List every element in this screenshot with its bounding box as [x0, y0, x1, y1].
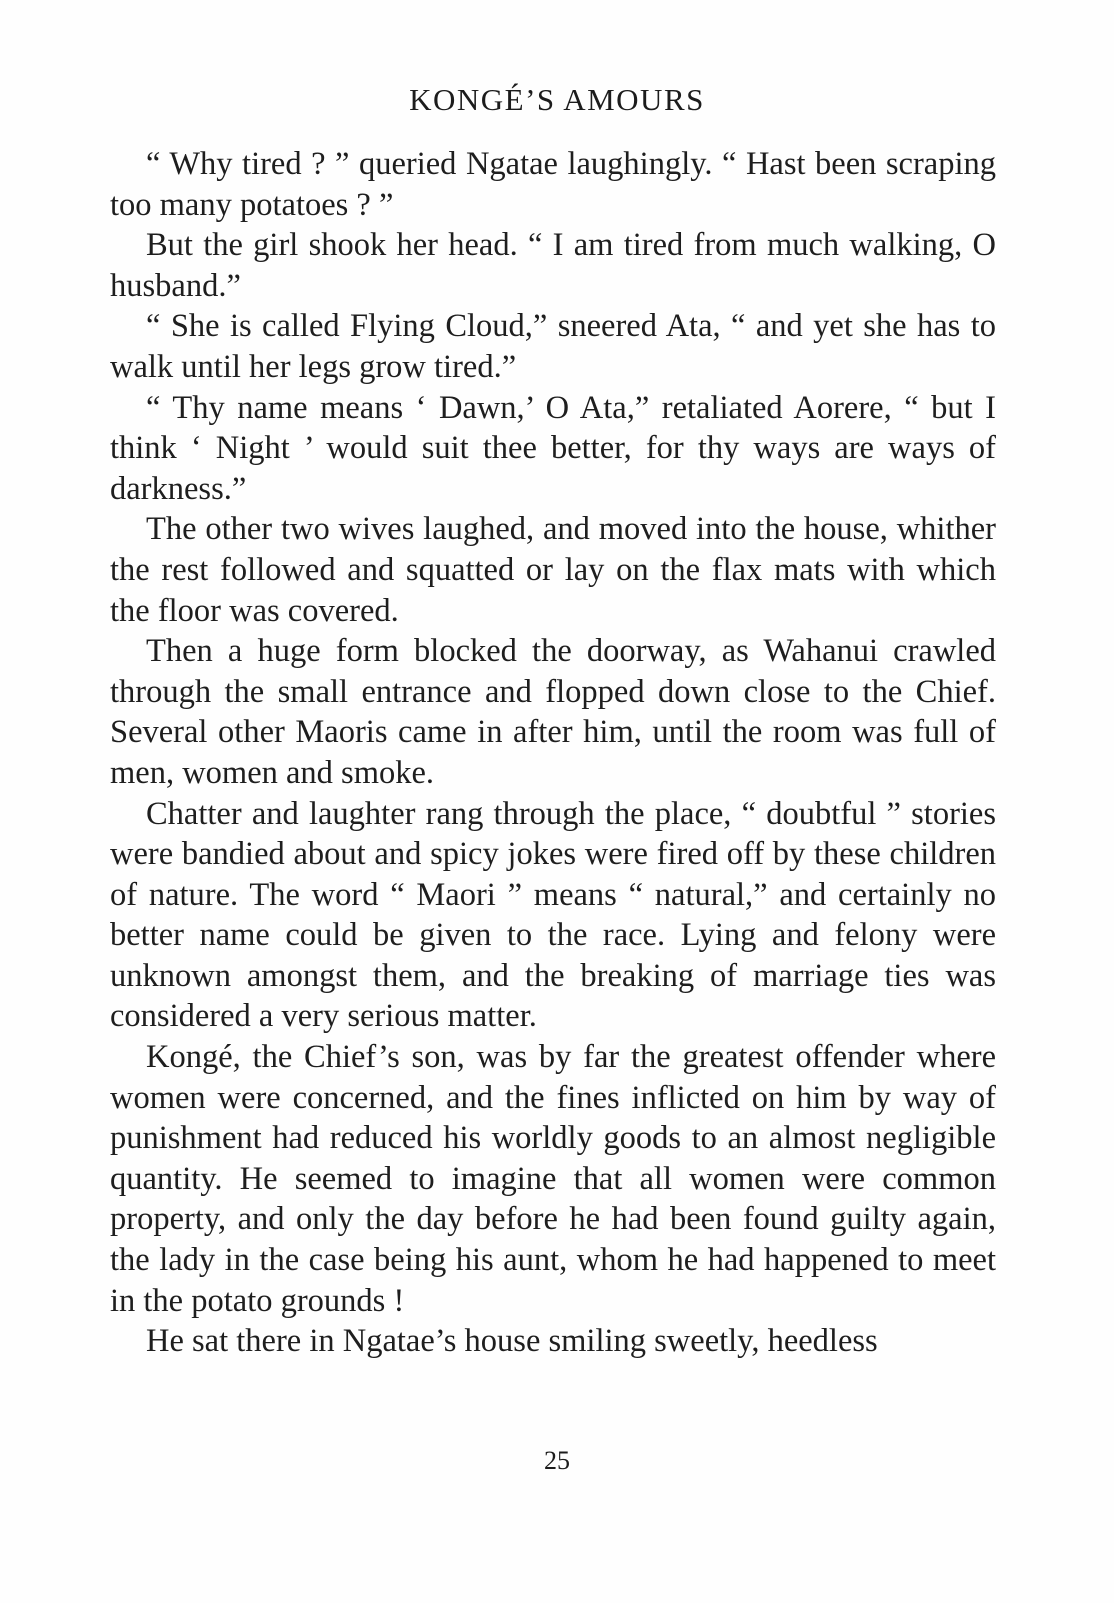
paragraph: “ Thy name means ‘ Dawn,’ O Ata,” retaliated Aorere, “ but I think ‘ Night ’ would suit thee better, for thy ways are ways of darkness.”	[110, 389, 996, 507]
paragraph: “ She is called Flying Cloud,” sneered Ata, “ and yet she has to walk until her legs grow tired.”	[110, 308, 996, 385]
paragraph: Kongé, the Chief’s son, was by far the greatest offender where women were concerned, and the fines inflicted on him by way of punishment had reduced his worldly goods to an almost negligible quantity. He seemed to imagine that all women were common property, and only the day before he had been found guilty again, the lady in the case being his aunt, whom he had happened to meet in the potato grounds !	[110, 1039, 996, 1319]
paragraph: He sat there in Ngatae’s house smiling sweetly, heedless	[146, 1323, 878, 1360]
paragraph: Then a huge form blocked the doorway, as Wahanui crawled through the small entrance and flopped down close to the Chief. Several other Maoris came in after him, until the room was full of men, women and smoke.	[110, 633, 996, 791]
body-text	[110, 144, 996, 1362]
paragraph: Chatter and laughter rang through the place, “ doubtful ” stories were bandied about and spicy jokes were fired off by these children of nature. The word “ Maori ” means “ natural,” and certainly no better name could be given to the race. Lying and felony were unknown amongst them, and the breaking of marriage ties was considered a very serious matter.	[110, 795, 996, 1035]
paragraph: “ Why tired ? ” queried Ngatae laughingly. “ Hast been scraping too many potatoes ? ”	[110, 146, 996, 223]
running-head: KONGÉ’S AMOURS	[409, 82, 705, 117]
paragraph: But the girl shook her head. “ I am tired from much walking, O husband.”	[110, 227, 996, 304]
paragraph: The other two wives laughed, and moved into the house, whither the rest followed and squatted or lay on the flax mats with which the floor was covered.	[110, 511, 996, 629]
page-number: 25	[544, 1446, 570, 1475]
